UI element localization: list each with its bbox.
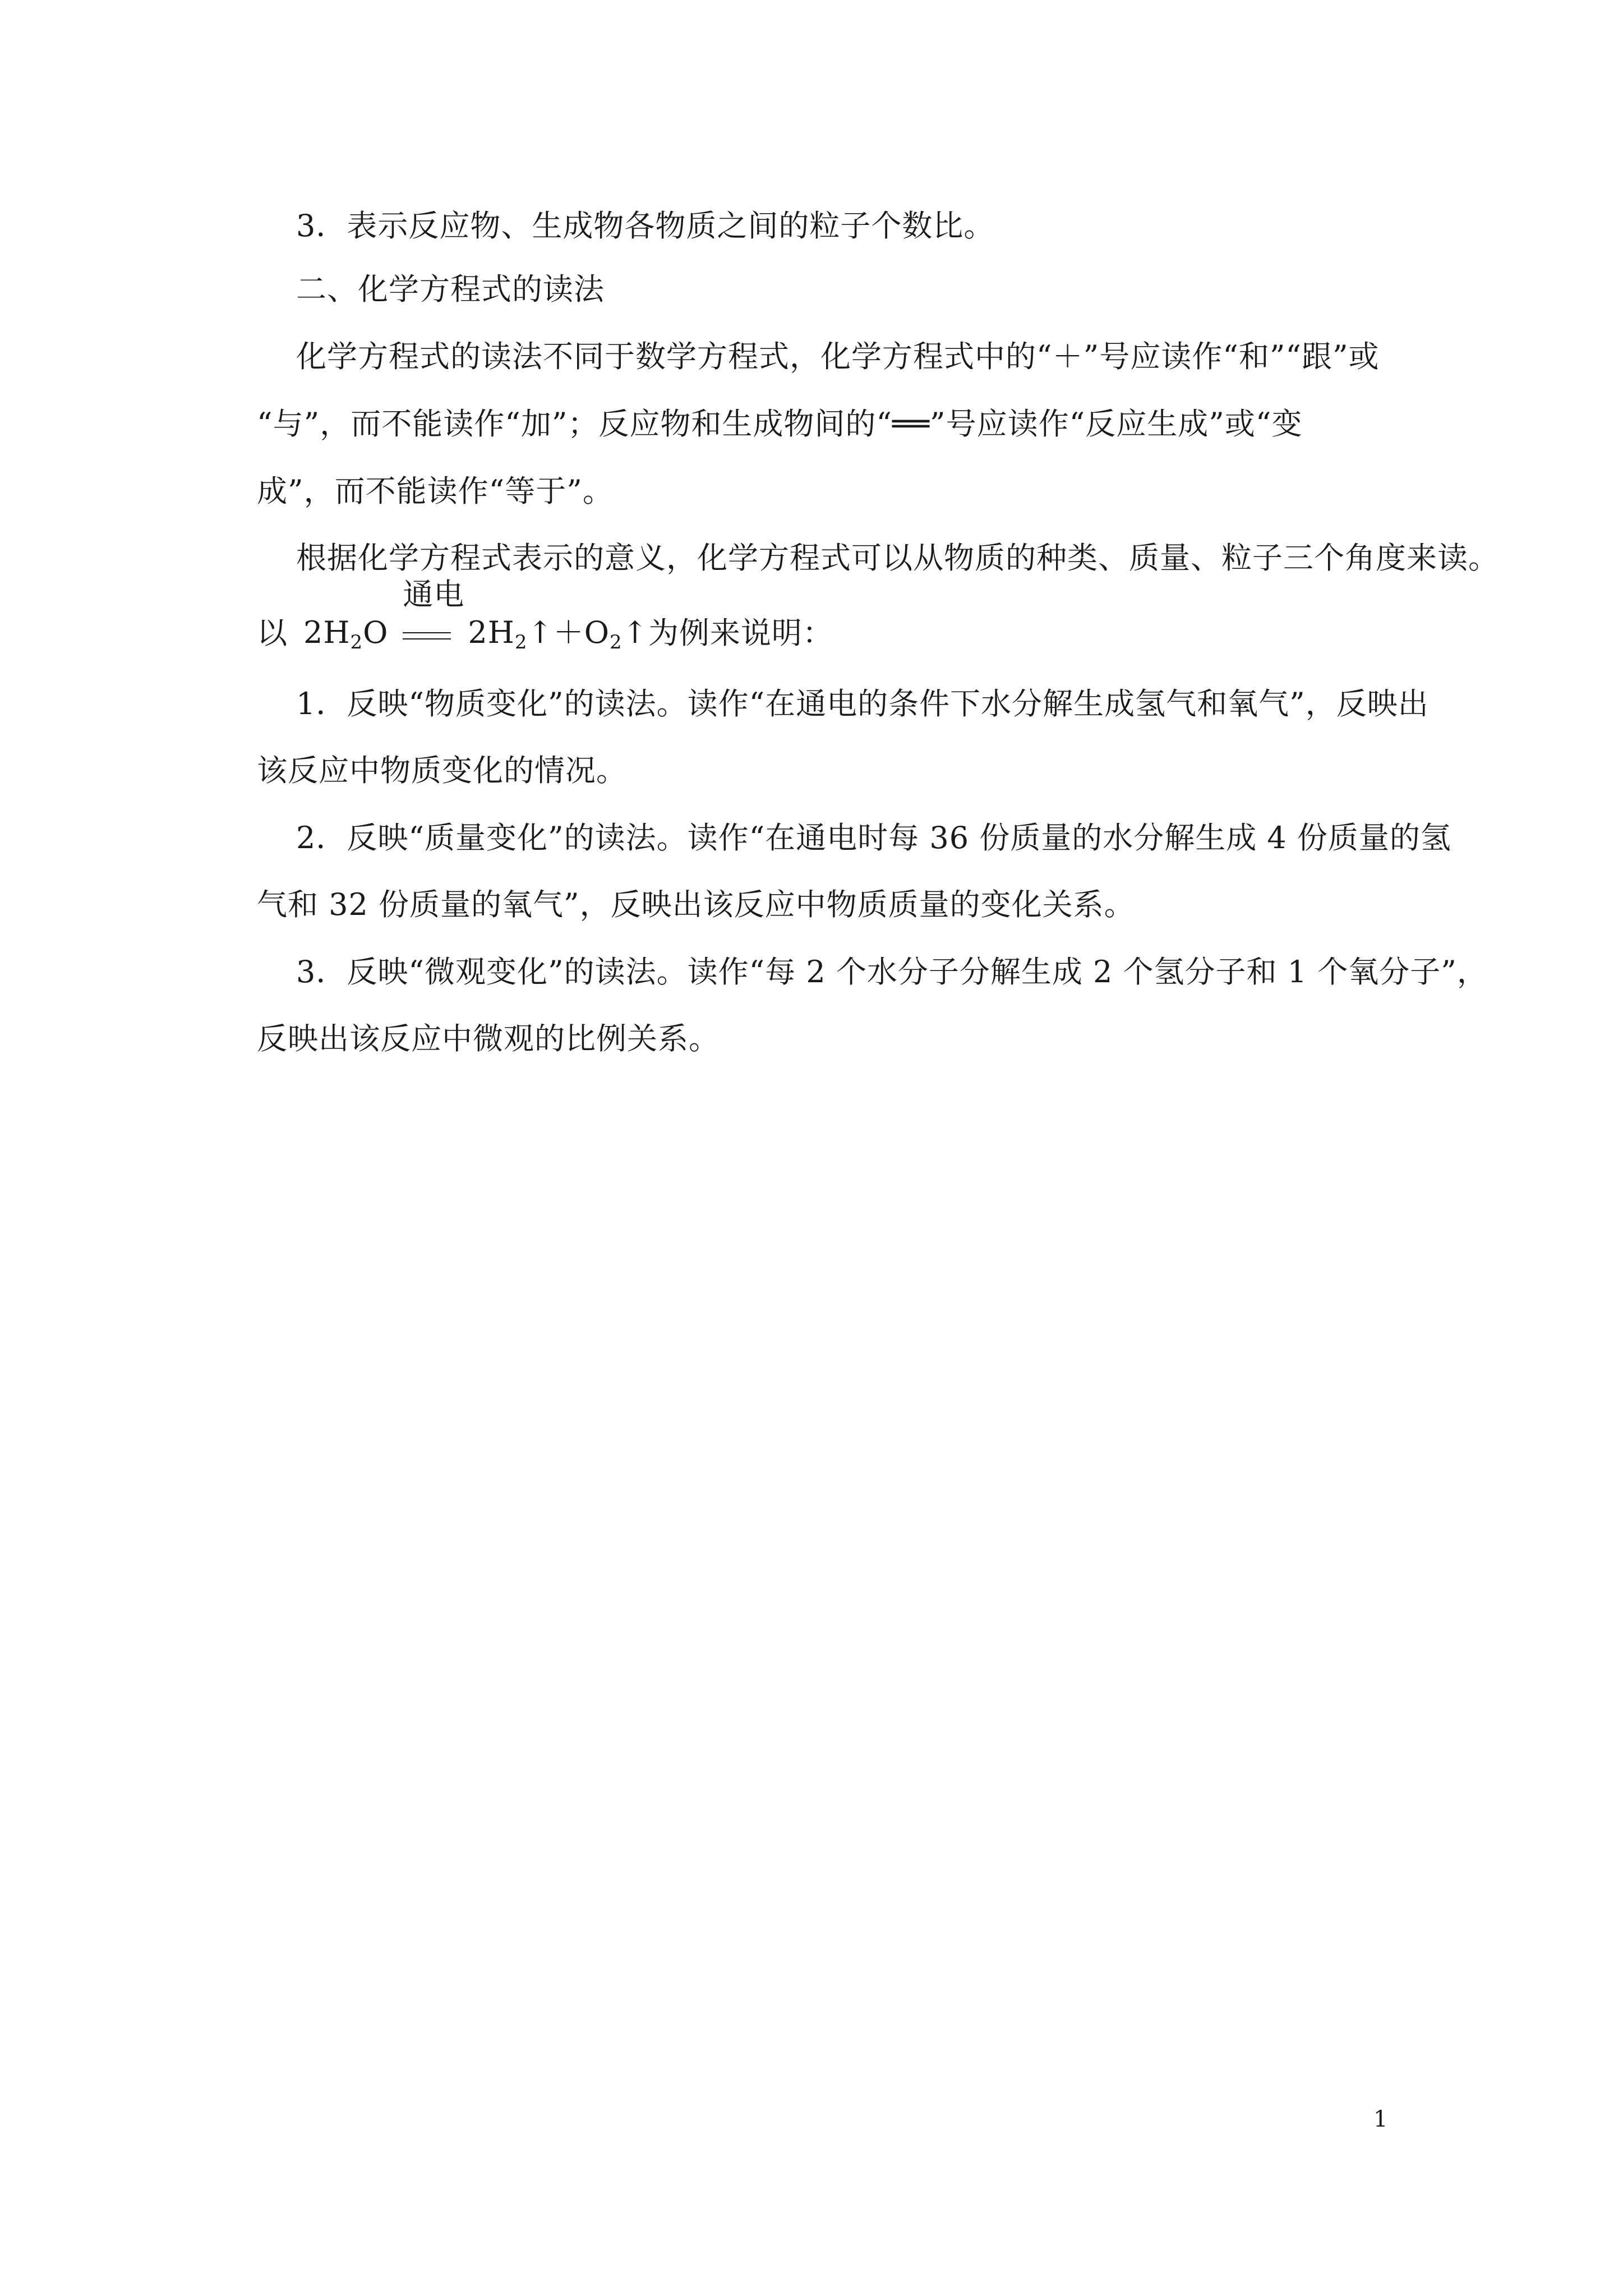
equation-suffix: 为例来说明： [648,615,833,651]
paragraph-point-3: 3．表示反应物、生成物各物质之间的粒子个数比。 [296,208,995,243]
section-heading: 二、化学方程式的读法 [296,272,605,307]
product-2-subscript: 2 [610,631,623,654]
paragraph-micro-reading-line-1: 3．反映“微观变化”的读法。读作“每 2 个水分子分解生成 2 个氢分子和 1 个氧分子”， [296,954,1488,990]
paragraph-reading-rules-line-2: “与”，而不能读作“加”；反应物和生成物间的“══”号应读作“反应生成”或“变 [257,406,1303,441]
reactant-subscript: 2 [350,631,363,654]
paragraph-substance-reading-line-2: 该反应中物质变化的情况。 [257,753,627,788]
product-2-formula: ＋O [553,615,610,650]
page-number: 1 [1373,2106,1388,2132]
equation-prefix: 以 [257,615,288,651]
product-1-subscript: 2 [514,631,528,654]
chemical-equation [257,577,1390,654]
gas-arrow-icon: ↑ [527,615,554,650]
paragraph-mass-reading-line-1: 2．反映“质量变化”的读法。读作“在通电时每 36 份质量的水分解生成 4 份质量的氢 [296,820,1451,855]
reactant-formula-tail: O [363,615,389,650]
equation-product-2 [554,614,648,652]
reaction-condition-sign [403,577,465,652]
gas-arrow-icon: ↑ [622,615,648,650]
paragraph-substance-reading-line-1: 1．反映“物质变化”的读法。读作“在通电的条件下水分解生成氢气和氧气”，反映出 [296,686,1429,721]
double-bar-icon [403,632,451,639]
paragraph-mass-reading-line-2: 气和 32 份质量的氧气”，反映出该反应中物质质量的变化关系。 [257,887,1135,922]
reaction-condition-label: 通电 [403,577,465,612]
paragraph-reading-rules-line-3: 成”，而不能读作“等于”。 [257,473,614,509]
equation-product-1 [468,614,553,652]
equation-reactant [303,614,388,652]
paragraph-meaning-line-1: 根据化学方程式表示的意义，化学方程式可以从物质的种类、质量、粒子三个角度来读。 [296,540,1499,576]
paragraph-micro-reading-line-2: 反映出该反应中微观的比例关系。 [257,1021,720,1056]
paragraph-reading-rules-line-1: 化学方程式的读法不同于数学方程式，化学方程式中的“＋”号应读作“和”“跟”或 [296,339,1380,374]
product-1-formula: 2H [468,615,515,650]
reactant-formula-head: 2H [303,615,351,650]
